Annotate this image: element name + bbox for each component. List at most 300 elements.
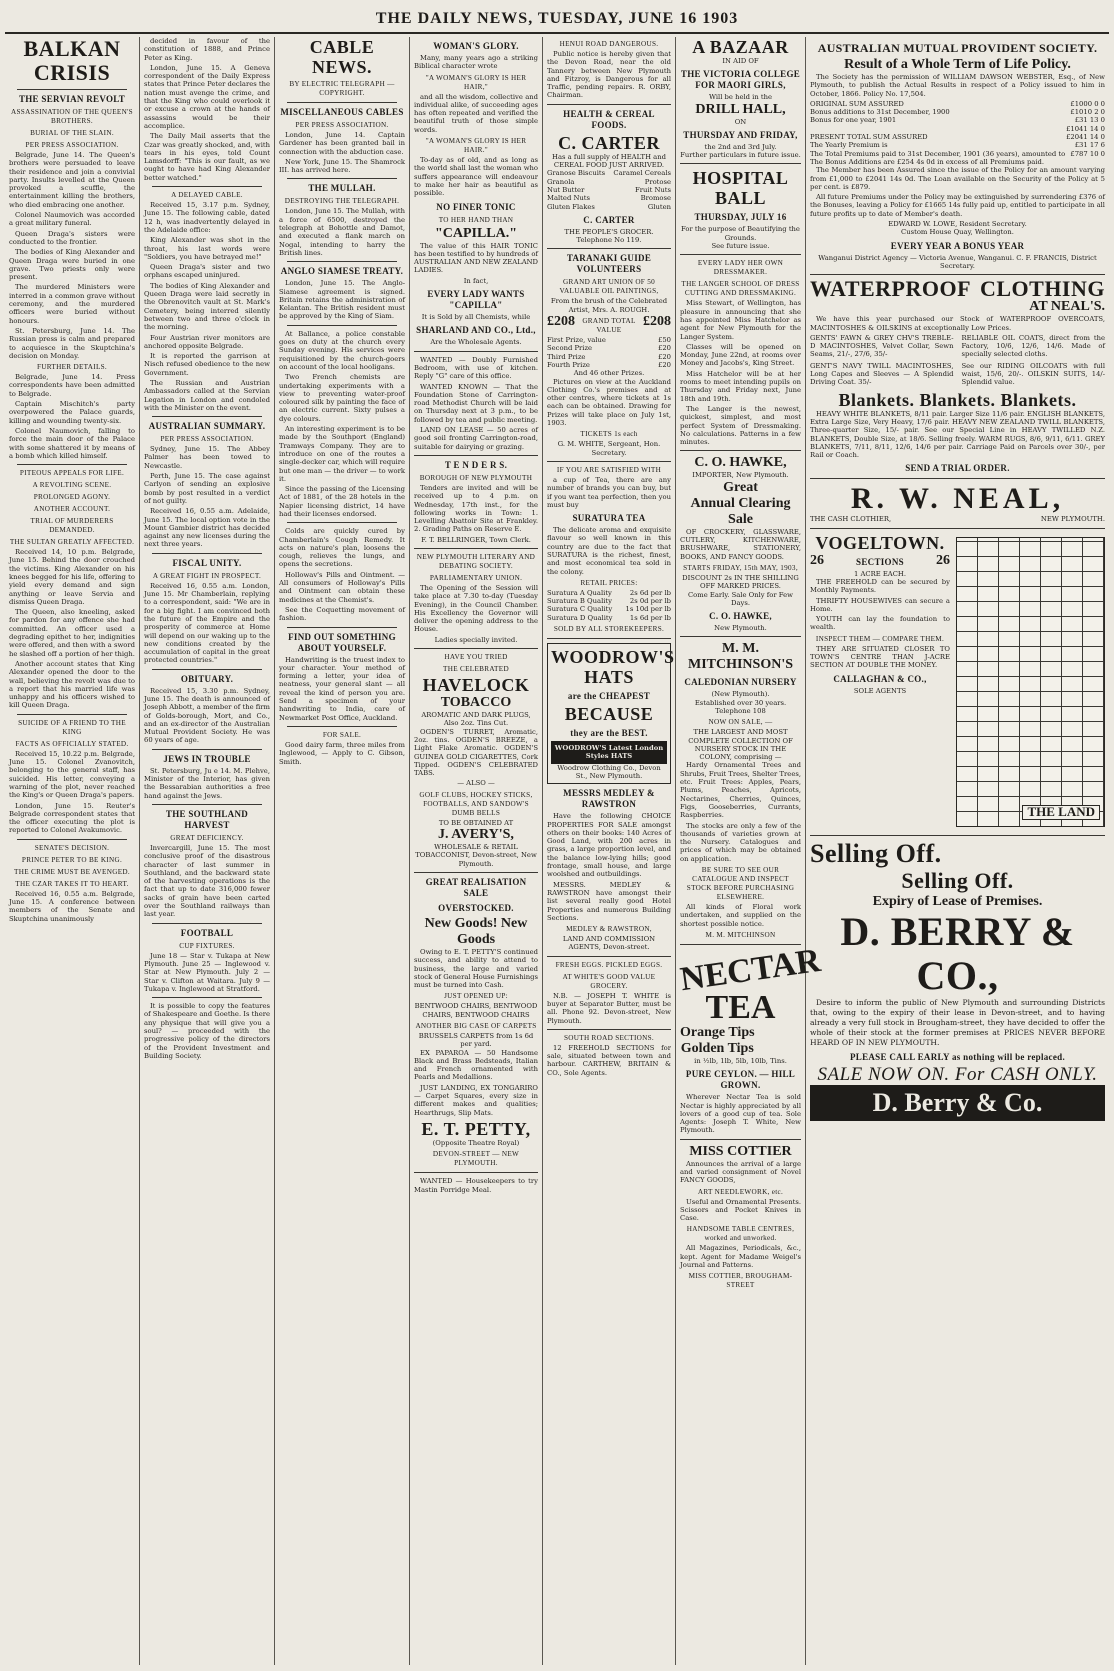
article-paragraph: The Opening of the Session will take place at 7.30 to-day (Tuesday Evening), in the Council Chamber. His Excellency the Governor will deliver the opening address to the House. bbox=[414, 583, 538, 634]
sections-count: 26 bbox=[810, 552, 824, 568]
amp-row-cell: Bonus for one year, 1901 bbox=[810, 116, 897, 125]
amp-row bbox=[810, 108, 1105, 116]
ad-line: Established over 30 years. Telephone 108 bbox=[694, 698, 787, 715]
ad-rw-neal: R. W. NEAL, bbox=[850, 482, 1065, 516]
subhead: SENATE'S DECISION. bbox=[34, 843, 110, 852]
ad-line: From the brush of the Celebrated Artist, Mrs. A. ROUGH. bbox=[550, 297, 668, 314]
ad-hawke: C. O. HAWKE, bbox=[694, 455, 787, 471]
column-1 bbox=[5, 37, 140, 1665]
ad-carter: C. CARTER bbox=[558, 132, 660, 153]
masthead-title: THE DAILY NEWS, TUESDAY, JUNE 16 1903 bbox=[375, 10, 739, 27]
article-paragraph: Classes will be opened on Monday, June 22nd, at rooms over Money and Jacobs's, King Street. bbox=[680, 342, 801, 368]
article-paragraph: Since the passing of the Licensing Act of 1881, of the 28 hotels in the Napier licensing district, 14 have had their licenses endorsed. bbox=[279, 485, 405, 518]
article-paragraph: The Society has the permission of WILLIAM DAWSON WEBSTER, Esq., of New Plymouth, to publish the Actual Results in respect of a Policy issued to him in October, 1866. Policy No. 17,504. bbox=[810, 73, 1105, 98]
ad-line: GRAND ART UNION OF 50 VALUABLE OIL PAINTINGS, bbox=[559, 278, 659, 296]
ad-mitchinson: M. M. MITCHINSON'S bbox=[687, 641, 794, 673]
ad-nectar: NECTAR bbox=[677, 941, 823, 999]
article-paragraph: 12 FREEHOLD SECTIONS for sale, situated between town and harbour. CARTHEW, BRITAIN & CO., Sole Agents. bbox=[547, 1043, 671, 1077]
article-paragraph: JUST LANDING, EX TONGARIRO — Carpet Squares, every size in different makes and qualities; Hearthrugs, Slip Mats. bbox=[414, 1083, 538, 1117]
headline-cable-news: CABLE NEWS. bbox=[309, 37, 375, 77]
article-paragraph: a cup of Tea, there are any number of brands you can buy, but if you want tea perfection, then you must buy bbox=[547, 475, 671, 509]
ad-line: TARANAKI GUIDE VOLUNTEERS bbox=[566, 253, 652, 275]
article-paragraph: YOUTH can lay the foundation to wealth. bbox=[810, 615, 950, 632]
vogeltown-text bbox=[810, 533, 950, 831]
price-list bbox=[547, 589, 671, 622]
amp-headline: AUSTRALIAN MUTUAL PROVIDENT SOCIETY. bbox=[817, 41, 1098, 55]
quote: "A WOMAN'S GLORY IS HER HAIR." bbox=[425, 137, 527, 155]
ad-vogeltown: VOGELTOWN. bbox=[815, 532, 945, 553]
article-paragraph: Public notice is hereby given that the Devon Road, near the old Tannery between New Plymouth and Fitzroy, is Dangerous for all Traffic, pending repairs. R. ORBY, Chairman. bbox=[547, 50, 671, 100]
article-paragraph: MESSRS. MEDLEY & RAWSTRON have amongst their list several really good Hotel Properties and numerous Building Sections. bbox=[547, 880, 671, 922]
amp-table bbox=[810, 100, 1105, 166]
article-paragraph: EX PAPAROA — 50 Handsome Black and Brass Bedsteads, Italian and French ornamented with Pearls and Medallions. bbox=[414, 1048, 538, 1082]
ad-line: See future issue. bbox=[711, 242, 770, 251]
product-item: Fruit Nuts bbox=[635, 185, 671, 194]
article-paragraph: Invercargill, June 15. The most conclusive proof of the disastrous character of last summer in Southland, and the backward state of the harvesting operations is the fact that up to date 316,000 fewer sacks of grain have been carted over the Southland railways than last year. bbox=[144, 843, 270, 919]
article-paragraph: Belgrade, June 14. Press correspondents have been admitted to Belgrade. bbox=[9, 373, 135, 398]
article-paragraph: Received 15, 3.30 p.m. Sydney, June 15. The death is announced of Joseph Abbott, a member of the firm of Golds-borough, Mort, and Co., and an ex-director of the Australian Mutual Provident Society. He was 60 years of age. bbox=[144, 686, 270, 745]
ad-line: PLEASE CALL EARLY as nothing will be replaced. bbox=[849, 1051, 1065, 1062]
article-paragraph: Received 15, 10.22 p.m. Belgrade, June 15. Colonel Zvanovitch, belonging to the general staff, has suicided. His letter, conveying a warning of the plot, never reached the King's or Queen Draga's papers. bbox=[9, 749, 135, 800]
ad-line: CALLAGHAN & CO., bbox=[833, 673, 927, 684]
article-paragraph: THEY ARE SITUATED CLOSER TO TOWN'S CENTRE THAN J-ACRE SECTION AT DOUBLE THE MONEY. bbox=[810, 644, 950, 670]
ad-golden-tips: Golden Tips bbox=[680, 1040, 754, 1056]
prize-row bbox=[547, 361, 671, 369]
subhead: FACTS AS OFFICIALLY STATED. bbox=[15, 739, 129, 748]
article-paragraph: At Ballance, a police constable goes on duty at the church every Sunday evening. His services were requisitioned by the church-goers on account of the local hooligans. bbox=[279, 329, 405, 371]
article-paragraph: Useful and Ornamental Presents. Scissors and Pocket Knives in Case. bbox=[680, 1197, 801, 1223]
amp-subheadline: Result of a Whole Term of Life Policy. bbox=[844, 57, 1071, 72]
ad-line: ON bbox=[734, 117, 747, 126]
ad-line: in ½lb, 1lb, 5lb, 10lb, Tins. bbox=[694, 1056, 787, 1065]
press-line: PER PRESS ASSOCIATION. bbox=[160, 435, 254, 444]
price-row-cell: Suratura A Quality bbox=[547, 588, 612, 597]
prize-total: £208 bbox=[547, 314, 575, 330]
ad-line: STARTS FRIDAY, 15th MAY, 1903, bbox=[683, 563, 798, 572]
subhead: ASSASSINATION OF THE QUEEN'S BROTHERS. bbox=[11, 108, 133, 125]
ad-line: PURE CEYLON. — HILL GROWN. bbox=[685, 1069, 796, 1091]
article-paragraph: Many, many years ago a striking Biblical character wrote bbox=[414, 54, 538, 71]
classified: LAND ON LEASE — 50 acres of good soil fronting Carrington-road, suitable for dairying or grazing. bbox=[414, 426, 538, 451]
ad-line: THE VICTORIA COLLEGE FOR MAORI GIRLS, bbox=[680, 69, 801, 91]
ad-line: (New Plymouth). bbox=[711, 690, 770, 699]
sections-count: 26 bbox=[935, 552, 950, 568]
ad-hats: HATS bbox=[584, 667, 634, 688]
ad-line: EVERY YEAR A BONUS YEAR bbox=[890, 240, 1025, 251]
subhead: WOMAN'S GLORY. bbox=[433, 41, 519, 51]
ad-line: Further particulars in future issue. bbox=[680, 151, 801, 160]
nectar-tips bbox=[680, 1025, 801, 1057]
ad-orange-tips: Orange Tips bbox=[680, 1024, 755, 1040]
article-paragraph: Received 15, 3.17 p.m. Sydney, June 15. The following cable, dated 12 h, was inadvertently delayed in the Adelaide office: bbox=[144, 201, 270, 234]
article-paragraph: HEAVY WHITE BLANKETS, 8/11 pair. Larger Size 11/6 pair. ENGLISH BLANKETS, Extra Large Size, Very Heavy, 17/6 pair. HEAVY NEW ZEALAND TWILL BLANKETS, Three-quarter Size, 15/- pair. See our Special Line in HEAVY TWILLED N.Z. BLANKETS, Double Size, at 18/6. Selling freely. WARM RUGS, 8/6, 9/11, 6/11. GREY BLANKETS, 7/11, 8/11, 12/6, 14/6 per pair. Carriage Paid on Parcels over 30/-, per Rail or Coach. bbox=[810, 409, 1105, 460]
subhead: FISCAL UNITY. bbox=[172, 557, 242, 568]
article-paragraph: Owing to E. T. PETTY'S continued success, and ability to attend to business, the large and varied stock of General House Furnishings must be turned into Cash. bbox=[414, 947, 538, 990]
ad-blankets: Blankets. Blankets. Blankets. bbox=[838, 389, 1077, 410]
classified: WANTED — Housekeepers to try Mastin Porridge Meal. bbox=[414, 1177, 538, 1194]
article-paragraph: Announces the arrival of a large and varied consignment of Novel FANCY GOODS, bbox=[680, 1159, 801, 1185]
ad-line: 1 ACRE EACH. bbox=[854, 569, 906, 578]
subhead: PROLONGED AGONY. bbox=[33, 493, 111, 502]
signature: THE CASH CLOTHIER, bbox=[810, 515, 892, 524]
ad-cottier: MISS COTTIER bbox=[689, 1143, 792, 1159]
subhead: THE SOUTHLAND HARVEST bbox=[165, 808, 249, 830]
subhead: FOOTBALL bbox=[180, 927, 234, 938]
ad-line: For the purpose of Beautifying the Grounds. bbox=[681, 225, 800, 242]
prize-row-cell: £20 bbox=[658, 344, 671, 353]
article-paragraph: OGDEN'S TURRET, Aromatic, 2oz. tins. OGDEN'S BREEZE, a Light Flake Aromatic. OGDEN'S GUINEA GOLD CIGARETTES, Cork Tipped. OGDEN'S CELEBRATED TABS. bbox=[414, 727, 538, 778]
amp-row-cell: The Bonus Additions are £254 4s 0d in excess of all Premiums paid. bbox=[810, 157, 1045, 166]
ad-berry: D. BERRY & CO., bbox=[840, 908, 1075, 998]
amp-row-cell: £787 10 0 bbox=[1070, 149, 1105, 158]
signature: NEW PLYMOUTH. bbox=[1040, 515, 1105, 524]
masthead bbox=[5, 6, 1109, 34]
classified: WANTED — Doubly Furnished Bedroom, with use of kitchen. Reply "G" care of this office. bbox=[414, 355, 538, 381]
woodrow-ad bbox=[547, 643, 675, 784]
subhead: PARLIAMENTARY UNION. bbox=[429, 573, 523, 582]
article-paragraph: It is possible to copy the features of Shakespeare and Goethe. Is there any physique that will give you a soul? — proceeded with the progressive policy of the directors of the Provident Investment and Building Society. bbox=[144, 1002, 271, 1060]
column-3 bbox=[275, 37, 410, 1665]
article-paragraph: The bodies of King Alexander and Queen Draga were laid secretly in the Obrenovitch vault at St. Mark's Cemetery, being interred silently between two and three o'clock in the morning. bbox=[144, 281, 270, 332]
article-paragraph: All future Premiums under the Policy may be extinguished by surrendering £376 of the Bonuses, leaving a Policy for £1665 14s fully paid up, entitled to participate in all future profits up to date of Member's death. bbox=[810, 193, 1105, 218]
ad-line: EVERY LADY HER OWN DRESSMAKER. bbox=[697, 259, 784, 277]
price-row-cell: 1s 6d per lb bbox=[629, 613, 671, 622]
ad-line: BE SURE TO SEE OUR CATALOGUE AND INSPECT STOCK BEFORE PURCHASING ELSEWHERE. bbox=[686, 866, 795, 902]
article-paragraph: Another account states that King Alexander opened the door to the wall, believing the revolt was due to a report that his married life was unhappy and his officers wished to kill Queen Draga. bbox=[9, 659, 135, 710]
article-paragraph: London, June 15. A Geneva correspondent of the Daily Express states that Prince Peter declares the nation must avenge the crime, and that the King who could overlook it or excuse a crown at the hands of assassins would be their accomplice. bbox=[144, 63, 271, 130]
subhead: T E N D E R S. bbox=[444, 459, 508, 470]
ad-hospital-ball: HOSPITAL BALL bbox=[692, 168, 789, 209]
ad-havelock: HAVELOCK bbox=[422, 675, 530, 696]
ad-line: BENTWOOD CHAIRS, BENTWOOD CHAIRS, BENTWOOD CHAIRS bbox=[414, 1002, 538, 1019]
article-paragraph: Good dairy farm, three miles from Inglewood, — Apply to C. Gibson, Smith. bbox=[279, 740, 405, 766]
subhead: AUSTRALIAN SUMMARY. bbox=[148, 421, 266, 432]
article-paragraph: THRIFTY HOUSEWIVES can secure a Home. bbox=[810, 596, 950, 613]
subhead: GREAT DEFICIENCY. bbox=[170, 833, 244, 842]
ad-line: In fact, bbox=[463, 276, 489, 285]
ad-line: Will be held in the bbox=[708, 93, 772, 102]
subhead: BOROUGH OF NEW PLYMOUTH bbox=[419, 473, 533, 482]
product-row bbox=[547, 186, 671, 194]
price-row-cell: Suratura B Quality bbox=[547, 597, 612, 606]
ad-line: CALEDONIAN NURSERY bbox=[684, 677, 797, 688]
subhead: THE SULTAN GREATLY AFFECTED. bbox=[9, 538, 135, 547]
subhead: ANOTHER ACCOUNT. bbox=[33, 505, 111, 514]
amp-row-cell: £1041 14 0 bbox=[1066, 124, 1105, 133]
ad-because: BECAUSE bbox=[564, 704, 654, 725]
subhead: THE SERVIAN REVOLT bbox=[18, 94, 126, 104]
ad-line: Are the Wholesale Agents. bbox=[430, 338, 522, 347]
price-row-cell: Suratura C Quality bbox=[547, 605, 613, 614]
article-paragraph: The Queen, also kneeling, asked for pardon for any offence she had committed. An officer used a degrading epithet to her, indignities were offered, and then with a sword he slashed off a portion of her thigh. bbox=[9, 608, 135, 658]
subhead: SUICIDE OF A FRIEND TO THE KING bbox=[18, 718, 126, 736]
ad-line: SEND A TRIAL ORDER. bbox=[905, 463, 1010, 474]
article-paragraph: Hardy Ornamental Trees and Shrubs, Fruit Trees, Shelter Trees, etc. Fruit Trees: Apples, Pears, Plums, Peaches, Apricots, Nectarines, Cherries, Quinces, Figs, Gooseberries, Currants, Raspberries. bbox=[680, 761, 801, 820]
ad-expiry: Expiry of Lease of Premises. bbox=[872, 893, 1043, 909]
press-line: PER PRESS ASSOCIATION. bbox=[295, 121, 389, 129]
prize-row-cell: £50 bbox=[658, 336, 671, 345]
price-row bbox=[547, 589, 671, 597]
amp-row-cell: £31 17 6 bbox=[1074, 141, 1105, 150]
article-paragraph: Four Austrian river monitors are anchored opposite Belgrade. bbox=[144, 333, 270, 350]
article-paragraph: The Daily Mail asserts that the Czar was greatly shocked, and, with tears in his eyes, told Count Lamsdorff: "This is our fault, as we ought to have had King Alexander better watched." bbox=[144, 132, 270, 182]
price-row bbox=[547, 614, 671, 622]
article-paragraph: Received 16, 0.55 a.m. London, June 15. Mr Chamberlain, replying to a correspondent, said: "We are in for a big fight. I am convinced both the future of the Empire and the prosperity of commerce at Home will depend on our waking up to the new conditions created by the accumulation of capital in the great protected countries." bbox=[144, 581, 270, 665]
ad-line: WHOLESALE & RETAIL TOBACCONIST, Devon-street, New Plymouth. bbox=[415, 843, 537, 868]
article-paragraph: Received 16, 0.55 a.m. Adelaide, June 15. The local option vote in the Mount Gambier district has decided against any new licenses during the next three years. bbox=[144, 507, 270, 549]
subhead: MISCELLANEOUS CABLES bbox=[280, 107, 404, 117]
amp-row-cell: £1000 0 0 bbox=[1070, 99, 1105, 108]
price-row bbox=[547, 597, 671, 605]
ad-line: C. O. HAWKE, bbox=[709, 611, 772, 622]
ad-sale-now-on: SALE NOW ON. For CASH ONLY. bbox=[817, 1063, 1098, 1085]
ad-clothing: CLOTHING bbox=[979, 276, 1105, 302]
column-2 bbox=[140, 37, 275, 1665]
ad-line: C. CARTER bbox=[583, 214, 635, 225]
ad-line: And 46 other Prizes. bbox=[573, 369, 645, 378]
article-paragraph: The murdered Ministers were interred in a common grave without ceremony, and the murdered officers were buried without honours. bbox=[9, 283, 135, 325]
ad-line: AT WHITE'S GOOD VALUE GROCERY. bbox=[562, 972, 656, 990]
subhead: PITEOUS APPEALS FOR LIFE. bbox=[19, 469, 125, 478]
prize-total: £208 bbox=[643, 314, 671, 330]
article-paragraph: The Langer is the newest, quickest, simplest, and most perfect System of Dressmaking. No calculations. Patterns in a few minutes. bbox=[680, 404, 801, 447]
price-row-cell: Suratura D Quality bbox=[547, 613, 613, 622]
article-paragraph: The stocks are only a few of the thousands of varieties grown at the Nursery. Catalogues and prices of which may be obtained on application. bbox=[680, 821, 801, 863]
ad-line: INSPECT THEM — COMPARE THEM. bbox=[815, 634, 945, 643]
product-item: Granola bbox=[547, 177, 575, 186]
article-paragraph: See the Coquetting movement of fashion. bbox=[279, 605, 405, 623]
columns bbox=[5, 37, 1109, 1665]
waterproof-item: GENTS' FAWN & GREY CHV'S TREBLE-D MACINTOSHES, Velvet Collar, Sewn Seams, 21/-, 27/6, 35/- bbox=[810, 333, 954, 359]
subhead: THE CZAR TAKES IT TO HEART. bbox=[15, 879, 129, 888]
ad-line: Ladies specially invited. bbox=[434, 635, 518, 644]
prize-row-cell: First Prize, value bbox=[547, 336, 606, 345]
article-paragraph: London, June 15. The Mullah, with a force of 6500, destroyed the telegraph at Bohottle and Damot, and executed a flank march on Nogal, intending to harry the British lines. bbox=[279, 207, 405, 257]
ad-line: THE LANGER SCHOOL OF DRESS CUTTING AND DRESSMAKING. bbox=[681, 280, 800, 298]
ad-line: MISS COTTIER, BROUGHAM-STREET bbox=[688, 1272, 793, 1290]
ad-line: NOW ON SALE, — bbox=[708, 718, 773, 727]
prize-row-cell: £20 bbox=[658, 352, 671, 361]
ad-line: THURSDAY AND FRIDAY, bbox=[683, 129, 798, 140]
ad-line: — ALSO — bbox=[457, 779, 495, 788]
ad-line: GREAT REALISATION SALE bbox=[425, 876, 527, 898]
subhead: FIND OUT SOMETHING ABOUT YOURSELF. bbox=[288, 631, 396, 653]
subhead: A GREAT FIGHT IN PROSPECT. bbox=[152, 571, 262, 580]
ad-line: HANDSOME TABLE CENTRES, worked and unworked. bbox=[686, 1225, 795, 1243]
subhead: A DELAYED CABLE. bbox=[171, 191, 243, 200]
ad-line: DRILL HALL, bbox=[695, 101, 786, 117]
article-paragraph: Tenders are invited and will be received up to 4 p.m. on Wednesday, 17th inst., for the following works in Town: 1. Levelling Abattoir Site at Frankley. 2. Grading Paths on Reserve E. bbox=[414, 483, 538, 534]
article-paragraph: Received 14, 10 p.m. Belgrade, June 15. Behind the door crouched the victims. King Alexander on his knees begged for his life, offering to yield every demand and sign anything or leave Servia and dismiss Queen Draga. bbox=[9, 548, 135, 606]
column-4 bbox=[410, 37, 543, 1665]
prize-row-cell: £20 bbox=[658, 360, 671, 369]
article-paragraph: The value of this HAIR TONIC has been testified to by hundreds of AUSTRALIAN AND NEW ZEALAND LADIES. bbox=[414, 241, 538, 275]
subhead: SOUTH ROAD SECTIONS. bbox=[563, 1033, 655, 1042]
ad-line: OVERSTOCKED. bbox=[438, 902, 514, 913]
ad-line: LAND AND COMMISSION AGENTS, Devon-street. bbox=[562, 935, 656, 952]
ad-neals: AT NEAL'S. bbox=[1029, 299, 1105, 315]
prize-banner bbox=[547, 314, 671, 336]
prize-row bbox=[547, 353, 671, 361]
ad-line: they are the BEST. bbox=[570, 728, 648, 739]
ad-bazaar: A BAZAAR bbox=[692, 37, 789, 57]
ad-line: ANOTHER BIG CASE OF CARPETS bbox=[415, 1022, 537, 1030]
ad-line: ART NEEDLEWORK, etc. bbox=[697, 1187, 784, 1196]
ad-line: WOODROW'S Latest London Styles HATS bbox=[551, 741, 667, 764]
ad-line: TO BE OBTAINED AT bbox=[438, 818, 514, 827]
signature: EDWARD W. LOWE, Resident Secretary. bbox=[888, 220, 1027, 229]
article-paragraph: London, June 15. The Anglo-Siamese agreement is signed. Britain retains the administration of Kelantan. The British resident must be approved by the King of Siam. bbox=[279, 279, 405, 321]
article-paragraph: decided in favour of the constitution of 1888, and Prince Peter as King. bbox=[144, 37, 270, 62]
ad-tea: TEA bbox=[705, 988, 776, 1026]
classified: WANTED KNOWN — That the Foundation Stone of Carrington-road Methodist Church will be laid on Thursday next at 3 p.m., to be followed by tea and public meeting. bbox=[414, 382, 538, 424]
neal-footer bbox=[810, 515, 1105, 523]
article-paragraph: It is reported the garrison at Nisch refused obedience to the new Government. bbox=[144, 352, 270, 377]
ad-line: BRUSSELS CARPETS from 1s 6d per yard. bbox=[418, 1032, 534, 1049]
ad-line: SOLE AGENTS bbox=[853, 686, 907, 695]
article-paragraph: Queen Draga's sisters were conducted to the frontier. bbox=[9, 229, 135, 246]
prize-caption: GRAND TOTAL VALUE bbox=[582, 317, 636, 335]
ad-line: THE PEOPLE'S GROCER. Telephone No 119. bbox=[564, 227, 654, 245]
column-5 bbox=[543, 37, 676, 1665]
amp-row-cell: £2041 14 0 bbox=[1066, 133, 1105, 142]
amp-row-cell: ORIGINAL SUM ASSURED bbox=[810, 99, 904, 108]
product-item: Nut Butter bbox=[547, 185, 585, 194]
prize-row bbox=[547, 336, 671, 344]
amp-row bbox=[810, 125, 1105, 133]
ad-line: IN AID OF bbox=[722, 57, 759, 65]
amp-row bbox=[810, 116, 1105, 124]
article-paragraph: St. Petersburg, June 14. The Russian press is calm and prepared to acquiesce in the Skuptchina's decision on Monday. bbox=[9, 326, 135, 360]
article-paragraph: St. Petersburg, Ju e 14. M. Plehve, Minister of the Interior, has given the Bessarabian authorities a free hand against the Jews. bbox=[144, 766, 270, 800]
ad-line: EVERY LADY WANTS "CAPILLA" bbox=[427, 289, 525, 311]
signature: Custom House Quay, Wellington. bbox=[901, 228, 1014, 237]
byline: BY ELECTRIC TELEGRAPH — COPYRIGHT. bbox=[289, 80, 395, 97]
vogeltown-ad bbox=[810, 533, 1105, 831]
price-row-cell: 1s 10d per lb bbox=[625, 605, 671, 614]
product-item: Bromose bbox=[640, 194, 671, 203]
ad-clearing-sale: Annual Clearing Sale bbox=[690, 495, 791, 527]
map-label: THE LAND bbox=[1022, 805, 1100, 819]
ad-line: MEDLEY & RAWSTRON, bbox=[566, 925, 652, 934]
article-paragraph: All Magazines, Periodicals, &c., kept. Agent for Madame Weigel's Journal and Patterns. bbox=[680, 1244, 801, 1270]
amp-row bbox=[810, 133, 1105, 141]
article-paragraph: Miss Stewart, of Wellington, has pleasure in announcing that she has appointed Miss Hatchelor as agent for New Plymouth for the Langer System. bbox=[680, 299, 801, 341]
article-paragraph: June 18 — Star v. Tukapa at New Plymouth. June 25 — Inglewood v. Star at New Plymouth. July 2 — Star v. Clifton at Waitara. July 9 — Tukapa v. Inglewood at Stratford. bbox=[144, 951, 270, 993]
product-item: Gluten Flakes bbox=[547, 202, 595, 211]
price-row-cell: 2s 6d per lb bbox=[629, 588, 671, 597]
article-paragraph: New York, June 15. The Shamrock III. has arrived here. bbox=[279, 157, 405, 175]
quote: "A WOMAN'S GLORY IS HER HAIR," bbox=[425, 73, 527, 91]
article-paragraph: The Russian and Austrian Ambassadors called at the Servian Legation in London and condoled with the Minister on the event. bbox=[144, 378, 270, 412]
ad-tobacco: TOBACCO bbox=[440, 695, 512, 711]
amp-row-cell: The Yearly Premium is bbox=[810, 141, 888, 150]
product-row bbox=[547, 178, 671, 186]
ad-selling-off: Selling Off. bbox=[810, 838, 942, 868]
waterproof-row bbox=[810, 362, 1105, 387]
article-paragraph: Desire to inform the public of New Plymouth and surrounding Districts that, owing to the expiry of their lease in Devon-street, and to having already a very full stock in Brougham-street, they have decided to offer the whole of their stock at the former premises at PRICES NEVER BEFORE HEARD OF IN NEW PLYMOUTH. bbox=[810, 997, 1105, 1047]
waterproof-item: RELIABLE OIL COATS, direct from the Factory, 10/6, 12/6, 14/6. Made of specially selected cloths. bbox=[961, 333, 1105, 359]
article-paragraph: Colonel Naumovich, falling to force the main door of the Palace with some shattered it by means of a bomb which killed himself. bbox=[9, 426, 135, 460]
ad-line: Woodrow Clothing Co., Devon St., New Plymouth. bbox=[557, 763, 661, 780]
ad-line: TO HER HAND THAN bbox=[438, 215, 514, 224]
signature: M. M. MITCHINSON bbox=[705, 930, 776, 939]
article-paragraph: Colds are quickly cured by Chamberlain's Cough Remedy. It acts on nature's plan, loosens the cough, relieves the lungs, and opens the secretions. bbox=[279, 527, 405, 569]
article-paragraph: We have this year purchased our Stock of WATERPROOF OVERCOATS, MACINTOSHES & OILSKINS at exceptionally Low Prices. bbox=[810, 315, 1105, 332]
subhead: MESSRS MEDLEY & RAWSTRON bbox=[563, 788, 655, 810]
product-item: Granose Biscuits bbox=[547, 169, 606, 178]
product-row bbox=[547, 169, 671, 177]
article-paragraph: Belgrade, June 14. The Queen's brothers were persuaded to leave their residence and join a convivial party. Insults levelled at the Queen provoked a scuffle, the entertainment killing the brothers, who died embracing one another. bbox=[9, 151, 135, 209]
subhead: TRIAL OF MURDERERS DEMANDED. bbox=[30, 517, 114, 535]
article-paragraph: Queen Draga's sister and two orphans escaped uninjured. bbox=[144, 263, 270, 280]
prize-list bbox=[547, 336, 671, 369]
amp-row-cell: £1010 2 0 bbox=[1070, 108, 1105, 117]
ad-line: Has a full supply of HEALTH and CEREAL FOOD JUST ARRIVED. bbox=[552, 152, 666, 170]
article-paragraph: To-day as of old, and as long as the world shall last the woman who suffers appearance will endeavour to make her hair as beautiful as possible. bbox=[414, 156, 538, 198]
subhead: THE CRIME MUST BE AVENGED. bbox=[14, 867, 130, 876]
amp-row bbox=[810, 150, 1105, 158]
product-item: Caramel Cereals bbox=[613, 169, 671, 178]
ad-line: Come Early. Sale Only for Few Days. bbox=[687, 590, 793, 607]
prize-row-cell: Fourth Prize bbox=[547, 360, 590, 369]
article-paragraph: The bodies of King Alexander and Queen Draga were buried in one grave. Two priests only were present. bbox=[9, 248, 135, 282]
ad-line: IF YOU ARE SATISFIED WITH bbox=[556, 465, 662, 474]
sections-label: SECTIONS bbox=[856, 556, 904, 567]
article-paragraph: The Member has been Assured since the issue of the Policy for an amount varying from £1,000 to £2041 14s 0d. The Loan available on the Security of the Policy at 5 per cent. is £879. bbox=[810, 166, 1105, 191]
ad-line: IMPORTER, New Plymouth. bbox=[692, 471, 789, 480]
ad-line: THURSDAY, JULY 16 bbox=[694, 212, 787, 223]
article-paragraph: London, June 14. Captain Gardener has been granted bail in connection with the abduction case. bbox=[279, 131, 405, 156]
ad-line: TICKETS 1s each bbox=[580, 430, 638, 439]
waterproof-banner bbox=[810, 276, 1105, 302]
column-7 bbox=[806, 37, 1109, 1665]
subhead: BURIAL OF THE SLAIN. bbox=[30, 129, 114, 137]
article-paragraph: All kinds of Floral work undertaken, and supplied on the shortest possible notice. bbox=[680, 903, 801, 928]
waterproof-list bbox=[810, 334, 1105, 387]
signature: F. T. BELLRINGER, Town Clerk. bbox=[421, 535, 531, 544]
article-paragraph: Sydney, June 15. The Abbey Palmer has been towed to Newcastle. bbox=[144, 445, 270, 470]
price-row-cell: 2s 0d per lb bbox=[629, 597, 671, 606]
subhead: A REVOLTING SCENE. bbox=[32, 481, 112, 490]
amp-row-cell: Bonus additions to 31st December, 1900 bbox=[810, 108, 950, 117]
subhead: FOR SALE. bbox=[322, 730, 362, 739]
prize-row-cell: Second Prize bbox=[547, 344, 593, 353]
ad-line: are the CHEAPEST bbox=[567, 691, 651, 702]
article-paragraph: Captain Mischitch's party overpowered the Palace guards, killing and wounding twenty-six. bbox=[9, 400, 135, 425]
article-paragraph: Miss Hatchelor will be at her rooms to meet intending pupils on Thursday and Friday next, June 18th and 19th. bbox=[680, 369, 801, 403]
product-item: Malted Nuts bbox=[547, 194, 590, 203]
article-paragraph: THE FREEHOLD can be secured by Monthly Payments. bbox=[810, 577, 950, 595]
vogeltown-map bbox=[956, 537, 1105, 827]
vogeltown-map-wrap bbox=[956, 533, 1105, 831]
subhead: HENUI ROAD DANGEROUS. bbox=[559, 40, 659, 48]
ad-line: SOLD BY ALL STOREKEEPERS. bbox=[553, 625, 665, 634]
ad-line: New Goods! New Goods bbox=[424, 915, 528, 947]
price-row bbox=[547, 605, 671, 613]
product-list bbox=[547, 169, 671, 210]
product-row bbox=[547, 194, 671, 202]
subhead: OBITUARY. bbox=[180, 673, 234, 684]
prize-row-cell: Third Prize bbox=[547, 352, 586, 361]
ad-woodrow: WOODROW'S bbox=[551, 647, 675, 668]
article-paragraph: Perth, June 15. The case against Carlyon of sending an explosive bomb by post resulted in a verdict of not guilty. bbox=[144, 472, 270, 505]
ad-suratura: SURATURA TEA bbox=[572, 513, 646, 524]
article-paragraph: Wherever Nectar Tea is sold Nectar is highly appreciated by all lovers of a good cup of tea. Sole Agents: Joseph T. White, New Plymouth. bbox=[680, 1093, 801, 1135]
ad-capilla: "CAPILLA." bbox=[434, 225, 518, 241]
subhead: ANGLO SIAMESE TREATY. bbox=[280, 266, 404, 277]
subhead: FURTHER DETAILS. bbox=[36, 363, 108, 372]
